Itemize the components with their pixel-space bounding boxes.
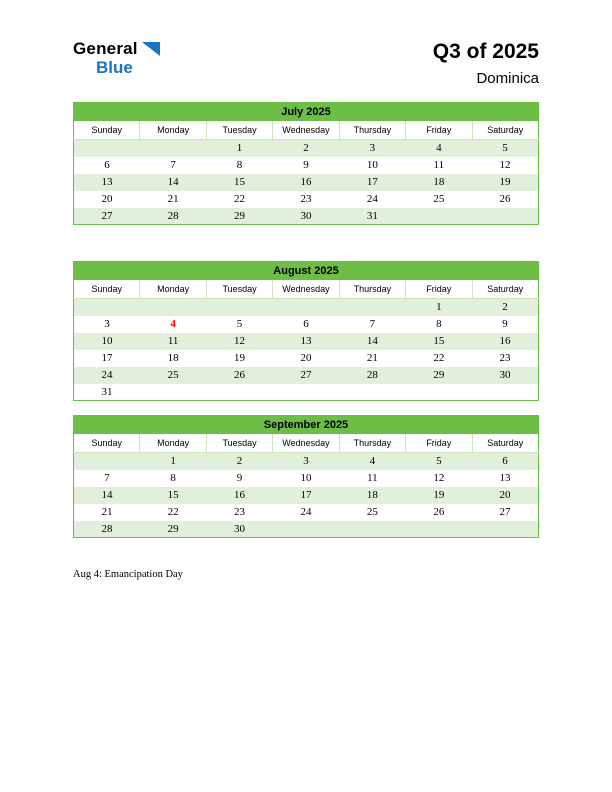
empty-cell [406,384,472,401]
date-cell: 9 [236,472,243,484]
day-header-monday: Monday [140,121,206,140]
week-row [74,157,539,174]
month-calendar [73,102,539,225]
date-cell: 13 [300,335,312,347]
empty-cell [273,521,339,538]
date-cell: 1 [436,301,442,314]
date-cell: 20 [300,352,312,364]
week-row [74,299,539,316]
date-cell: 6 [502,455,508,468]
empty-cell [206,384,272,401]
day-header-row [74,280,539,299]
date-cell: 21 [366,352,378,364]
date-cell: 7 [104,472,110,484]
page-title: Q3 of 2025 [432,40,539,63]
date-cell: 20 [101,193,113,205]
date-cell: 5 [436,455,442,468]
date-cell: 29 [234,209,246,222]
week-row [74,174,539,191]
empty-cell [406,521,472,538]
date-cell: 13 [101,176,113,188]
empty-cell [472,521,538,538]
date-cell: 3 [303,455,309,468]
date-cell: 10 [101,335,113,347]
empty-cell [472,208,538,225]
month-calendar [73,415,539,538]
date-cell: 26 [234,369,246,381]
date-cell: 4 [436,142,442,155]
date-cell: 17 [300,489,312,501]
week-row [74,140,539,157]
date-cell: 13 [499,472,511,484]
date-cell: 11 [433,159,445,171]
date-cell: 10 [300,472,312,484]
date-cell: 18 [366,489,378,501]
logo-line-general [73,40,160,60]
date-cell: 1 [170,455,176,468]
date-cell: 27 [499,506,511,518]
date-cell: 22 [167,506,179,518]
date-cell: 11 [167,335,179,347]
date-cell: 17 [366,176,378,188]
date-cell: 4 [170,318,176,330]
date-cell: 2 [502,301,508,314]
date-cell: 16 [234,489,246,501]
week-row [74,384,539,401]
date-cell: 19 [433,489,445,501]
date-cell: 31 [366,209,378,222]
empty-cell [406,208,472,225]
date-cell: 27 [101,209,113,222]
date-cell: 12 [433,472,445,484]
day-header-friday: Friday [406,121,472,140]
document-header [73,40,539,102]
date-cell: 18 [433,176,445,188]
week-row [74,350,539,367]
title-block [433,40,539,87]
date-cell: 26 [499,193,511,205]
day-header-thursday: Thursday [339,280,405,299]
date-cell: 24 [366,193,378,205]
week-row [74,504,539,521]
date-cell: 25 [366,506,378,518]
date-cell: 28 [366,369,378,381]
date-cell: 7 [170,159,176,171]
week-row [74,367,539,384]
day-header-thursday: Thursday [339,434,405,453]
date-cell: 29 [167,522,179,535]
date-cell: 23 [234,506,246,518]
date-cell: 20 [499,489,511,501]
calendars-container [73,102,539,538]
empty-cell [140,299,206,316]
date-cell: 23 [300,193,312,205]
empty-cell [140,140,206,157]
date-cell: 6 [104,159,110,171]
week-row [74,470,539,487]
empty-cell [74,140,140,157]
date-cell: 12 [499,159,511,171]
date-cell: 3 [369,142,376,155]
date-cell: 23 [499,352,511,364]
day-header-saturday: Saturday [472,434,538,453]
logo-text-general: General [73,39,138,58]
date-cell: 2 [236,455,243,468]
date-cell: 28 [167,209,179,222]
date-cell: 25 [167,369,179,381]
day-header-friday: Friday [406,434,472,453]
date-cell: 22 [234,193,246,205]
date-cell: 5 [502,142,508,155]
day-header-tuesday: Tuesday [206,280,272,299]
holiday-footnote: Aug 4: Emancipation Day [73,569,183,580]
empty-cell [339,384,405,401]
week-row [74,333,539,350]
date-cell: 15 [433,335,445,347]
date-cell: 14 [167,176,179,188]
date-cell: 8 [170,472,176,484]
empty-cell [273,384,339,401]
empty-cell [74,299,140,316]
date-cell: 11 [367,472,378,484]
day-header-monday: Monday [140,434,206,453]
date-cell: 2 [303,142,309,155]
day-header-saturday: Saturday [472,280,538,299]
date-cell: 10 [366,159,378,171]
day-header-thursday: Thursday [339,121,405,140]
date-cell: 18 [167,352,179,364]
date-cell: 9 [303,159,309,171]
empty-cell [206,299,272,316]
date-cell: 16 [499,335,511,347]
day-header-wednesday: Wednesday [273,434,339,453]
date-cell: 27 [300,369,312,381]
month-title: September 2025 [74,416,539,434]
date-cell: 21 [101,506,113,518]
date-cell: 29 [433,369,445,381]
date-cell: 8 [236,159,243,171]
date-cell: 4 [369,455,376,468]
day-header-sunday: Sunday [74,280,140,299]
date-cell: 26 [433,506,445,518]
week-row [74,487,539,504]
date-cell: 16 [300,176,312,188]
date-cell: 31 [101,385,113,398]
week-row [74,208,539,225]
date-cell: 30 [300,209,312,222]
day-header-tuesday: Tuesday [206,434,272,453]
empty-cell [140,384,206,401]
date-cell: 12 [234,335,246,347]
empty-cell [339,299,405,316]
date-cell: 15 [234,176,246,188]
logo-text-blue: Blue [96,57,133,77]
date-cell: 17 [101,352,113,364]
date-cell: 5 [236,318,243,330]
date-cell: 8 [436,318,442,330]
date-cell: 24 [101,369,113,381]
day-header-friday: Friday [406,280,472,299]
day-header-row [74,434,539,453]
week-row [74,453,539,470]
month-calendar [73,261,539,401]
date-cell: 14 [101,489,113,501]
date-cell: 30 [499,369,511,381]
month-title: August 2025 [74,262,539,280]
date-cell: 25 [433,193,445,205]
date-cell: 1 [236,142,243,155]
empty-cell [339,521,405,538]
date-cell: 19 [499,176,511,188]
date-cell: 6 [303,318,309,330]
month-title: July 2025 [74,103,539,121]
date-cell: 21 [167,193,179,205]
empty-cell [74,453,140,470]
empty-cell [472,384,538,401]
date-cell: 28 [101,522,113,535]
date-cell: 14 [366,335,378,347]
week-row [74,191,539,208]
date-cell: 30 [234,522,246,535]
day-header-sunday: Sunday [74,434,140,453]
week-row [74,316,539,333]
page-subtitle: Dominica [476,70,539,88]
date-cell: 24 [300,506,312,518]
week-row [74,521,539,538]
date-cell: 3 [104,318,110,330]
day-header-sunday: Sunday [74,121,140,140]
general-blue-logo [73,40,160,77]
empty-cell [273,299,339,316]
day-header-wednesday: Wednesday [273,280,339,299]
logo-pennant-icon [142,42,160,60]
date-cell: 9 [502,318,508,330]
date-cell: 15 [167,489,179,501]
day-header-tuesday: Tuesday [206,121,272,140]
day-header-saturday: Saturday [472,121,538,140]
day-header-wednesday: Wednesday [273,121,339,140]
date-cell: 7 [369,318,376,330]
day-header-row [74,121,539,140]
date-cell: 19 [234,352,246,364]
date-cell: 22 [433,352,445,364]
day-header-monday: Monday [140,280,206,299]
